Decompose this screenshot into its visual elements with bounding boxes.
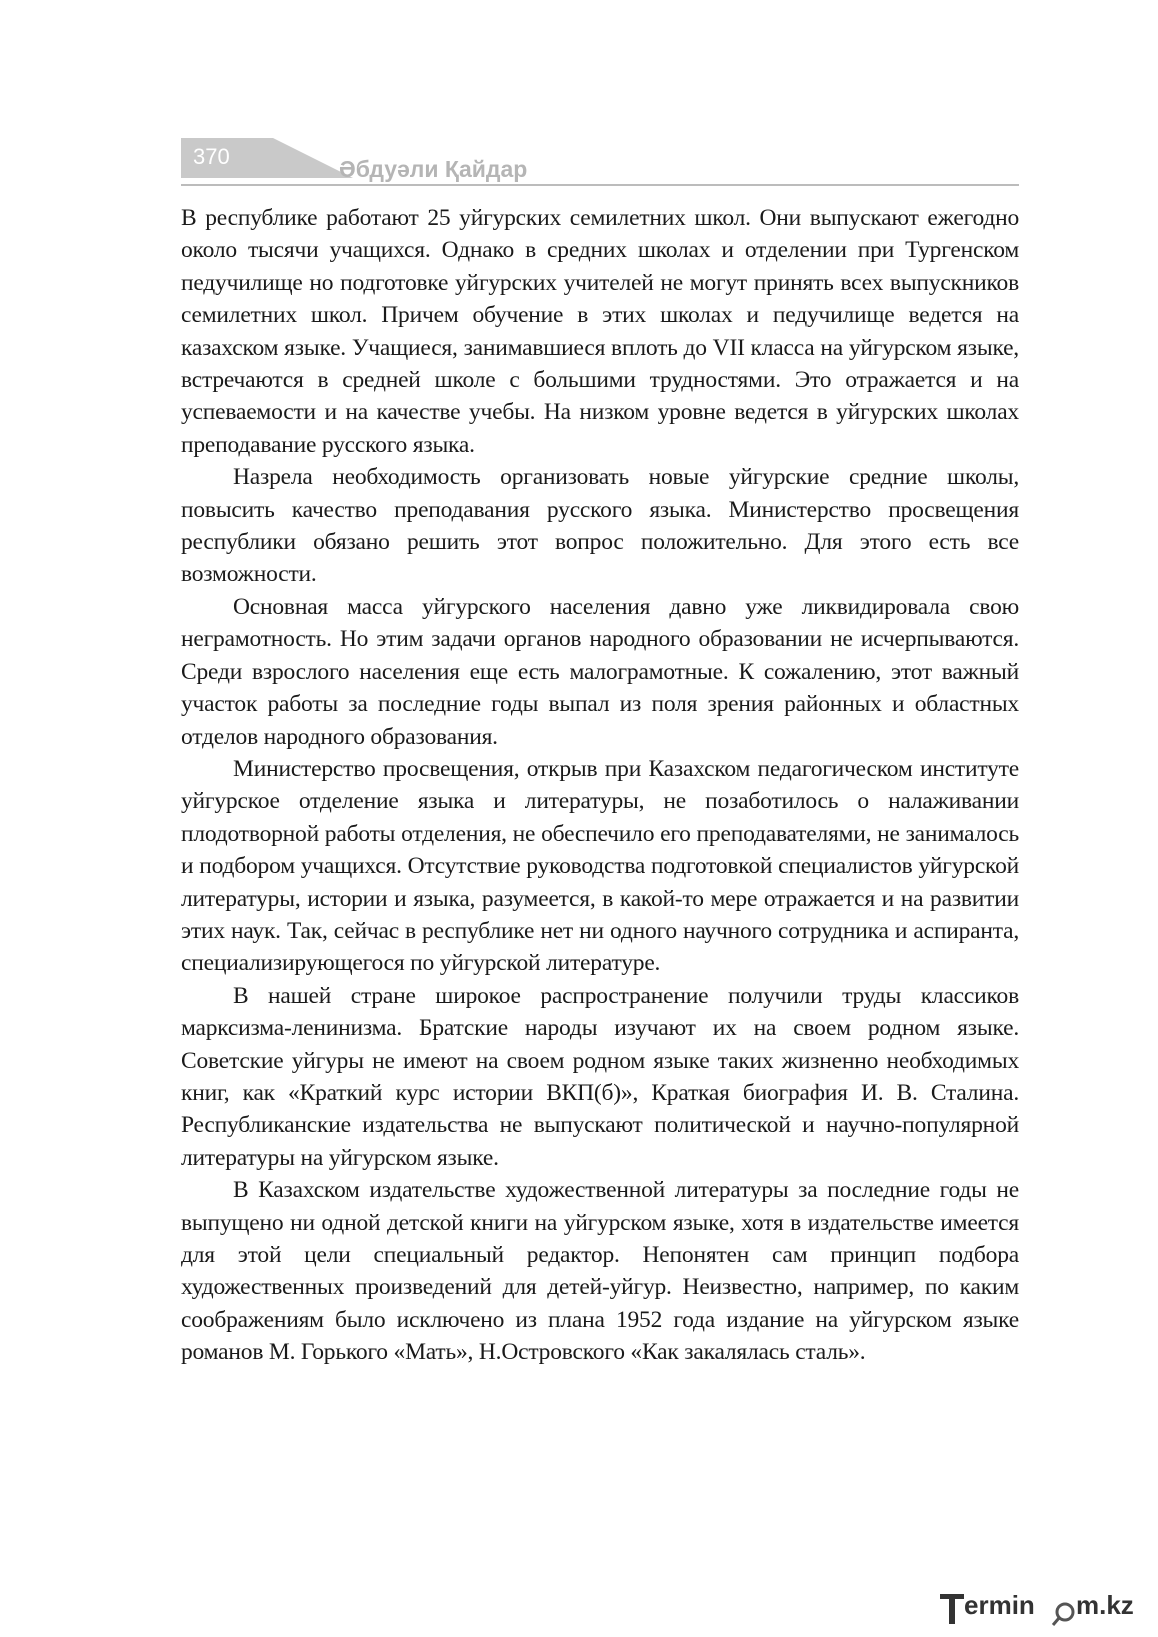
termincom-watermark — [940, 1588, 1140, 1628]
page-header — [181, 138, 1019, 188]
paragraph-1: В республике работают 25 уйгурских семилетних школ. Они выпускают ежегодно около тысячи учащихся. Однако в средних школах и отделении при Тургенском педучилище но подготовке уйгурских учителей не могут принять всех выпускников семилетних школ. Причем обучение в этих школах и педучилище ведется на казахском языке. Учащиеся, занимавшиеся вплоть до VII класса на уйгурском языке, встречаются в средней школе с большими трудностями. Это отражается и на успеваемости и на качестве учебы. На низком уровне ведется в уйгурских школах преподавание русского языка. — [181, 205, 1019, 458]
paragraph-3: Основная масса уйгурского населения давно уже ликвидировала свою неграмотность. Но этим задачи органов народного образовании не исчерпываются. Среди взрослого населения еще есть малограмотные. К сожалению, этот важный участок работы за последние годы выпал из поля зрения районных и областных отделов народного образования. — [181, 593, 1019, 750]
paragraph-5: В нашей стране широкое распространение получили труды классиков марксизма-ленинизма. Братские народы изучают их на своем родном языке. Советские уйгуры не имеют на своем родном языке таких жизненно необходимых книг, как «Краткий курс истории ВКП(б)», Краткая биография И. В. Сталина. Республиканские издательства не выпускают политической и научно-популярной литературы на уйгурском языке. — [181, 982, 1019, 1171]
running-head-author: Әбдуәли Қайдар — [339, 156, 528, 182]
paragraph-6: В Казахском издательстве художественной литературы за последние годы не выпущено ни одной детской книги на уйгурском языке, хотя в издательстве имеется для этой цели специальный редактор. Непонятен сам принцип подбора художественных произведений для детей-уйгур. Неизвестно, например, по каким соображениям было исключено из плана 1952 года издание на уйгурском языке романов М. Горького «Мать», Н.Островского «Как закалялась сталь». — [181, 1177, 1019, 1366]
header-rule — [181, 184, 1019, 186]
watermark-text-part2: m.kz — [1076, 1590, 1134, 1620]
body-text — [181, 202, 1019, 1369]
paragraph-2: Назрела необходимость организовать новые уйгурские средние школы, повысить качество преподавания русского языка. Министерство просвещения республики обязано решить этот вопрос положительно. Для этого есть все возможности. — [181, 464, 1019, 588]
paragraph-4: Министерство просвещения, открыв при Казахском педагогическом институте уйгурское отделение языка и литературы, не позаботилось о налаживании плодотворной работы отделения, не обеспечило его преподавателями, не занималось и подбором учащихся. Отсутствие руководства подготовкой специалистов уйгурской литературы, истории и языка, разумеется, в какой-то мере отражается и на развитии этих наук. Так, сейчас в республике нет ни одного научного сотрудника и аспиранта, специализирующегося по уйгурской литературе. — [181, 755, 1019, 977]
watermark-text-part1: ermin — [964, 1590, 1035, 1620]
page-number: 370 — [193, 144, 230, 169]
